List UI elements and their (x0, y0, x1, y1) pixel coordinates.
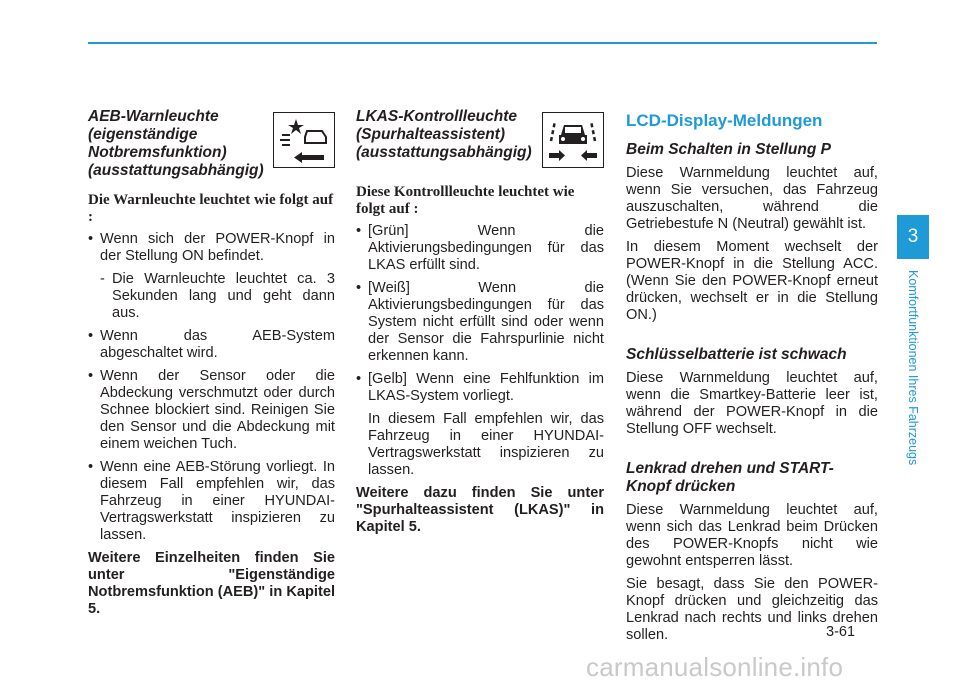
aeb-intro: Die Warnleuchte leuchtet wie folgt auf : (88, 192, 334, 225)
list-item: • [Grün] Wenn die Aktivierungsbedingungen für das LKAS erfüllt sind. (356, 223, 604, 274)
column-lkas (356, 108, 604, 536)
chapter-title-text: Komfortfunktionen Ihres Fahrzeugs (906, 270, 920, 466)
subheading-park: Beim Schalten in Stellung P (626, 141, 831, 158)
aeb-reference-note: Weitere Einzelheiten finden Sie unter "Eigenständige Notbremsfunktion (AEB)" in Kapitel 5. (88, 550, 335, 617)
header-rule (88, 42, 877, 44)
list-item: • [Weiß] Wenn die Aktivierungsbedingungen für das System nicht erfüllt sind oder wenn der Sensor die Fahrspurlinie nicht erkennen kann. (356, 280, 604, 365)
column-aeb (88, 108, 335, 618)
page-number: 3-61 (826, 624, 856, 640)
paragraph: Diese Warnmeldung leuchtet auf, wenn Sie versuchen, das Fahrzeug auszuschalten, während die Getriebestufe N (Neutral) gewählt ist. (626, 165, 878, 232)
lkas-intro: Diese Kontrollleuchte leuchtet wie folgt auf : (356, 184, 575, 217)
paragraph: Diese Warnmeldung leuchtet auf, wenn sich das Lenkrad beim Drücken des POWER-Knopfs nicht wie gewohnt entsperren lässt. (626, 502, 878, 569)
chapter-tab: 3 (897, 215, 929, 259)
paragraph: Sie besagt, dass Sie den POWER-Knopf drücken und gleichzeitig das Lenkrad nach rechts und links drehen sollen. (626, 576, 878, 643)
aeb-bullet-text: Wenn sich der POWER-Knopf in der Stellung ON befindet. (100, 231, 335, 264)
lkas-bullet-para: In diesem Fall empfehlen wir, das Fahrzeug in einer HYUNDAI-Vertragswerkstatt inspizieren zu lassen. (368, 411, 604, 478)
sub-item-text: Die Warnleuchte leuchtet ca. 3 Sekunden lang und geht dann aus. (112, 271, 335, 321)
chapter-title-vertical (903, 270, 923, 500)
aeb-heading: AEB-Warnleuchte (eigenständige Notbremsfunktion) (ausstattungsabhängig) (88, 108, 264, 179)
subheading-steering: Lenkrad drehen und START-Knopf drücken (626, 460, 834, 495)
lkas-indicator-icon (542, 112, 604, 168)
list-item: • Wenn das AEB-System abgeschaltet wird. (88, 328, 335, 362)
lkas-heading: LKAS-Kontrollleuchte (Spurhalteassistent) (ausstattungsabhängig) (356, 108, 532, 161)
list-item: • Wenn der Sensor oder die Abdeckung verschmutzt oder durch Schnee blockiert sind. Reinigen Sie den Sensor und die Abdeckung mit einem weichen Tuch. (88, 368, 335, 453)
list-item: • Wenn eine AEB-Störung vorliegt. In diesem Fall empfehlen wir, das Fahrzeug in einer HYUNDAI-Vertragswerkstatt inspizieren zu lassen. (88, 459, 335, 544)
subheading-key-battery: Schlüsselbatterie ist schwach (626, 346, 847, 363)
paragraph: Diese Warnmeldung leuchtet auf, wenn die Smartkey-Batterie leer ist, während der POWER-Knopf in die Stellung OFF wechselt. (626, 370, 878, 437)
aeb-warning-icon (273, 112, 335, 168)
list-item (356, 371, 604, 479)
lkas-bullet-text: [Gelb] Wenn eine Fehlfunktion im LKAS-System vorliegt. (368, 371, 604, 404)
lkas-reference-note: Weitere dazu finden Sie unter "Spurhalteassistent (LKAS)" in Kapitel 5. (356, 485, 604, 535)
lcd-section-title: LCD-Display-Meldungen (626, 111, 823, 130)
column-lcd-messages (626, 108, 878, 650)
list-item (88, 231, 335, 322)
paragraph: In diesem Moment wechselt der POWER-Knopf in die Stellung ACC. (Wenn Sie den POWER-Knopf erneut drücken, wechselt er in die Stellung ON.) (626, 239, 878, 323)
dash-marker: - (100, 271, 105, 287)
sub-item (88, 271, 335, 322)
watermark: carmanualsonline.info (586, 652, 844, 682)
